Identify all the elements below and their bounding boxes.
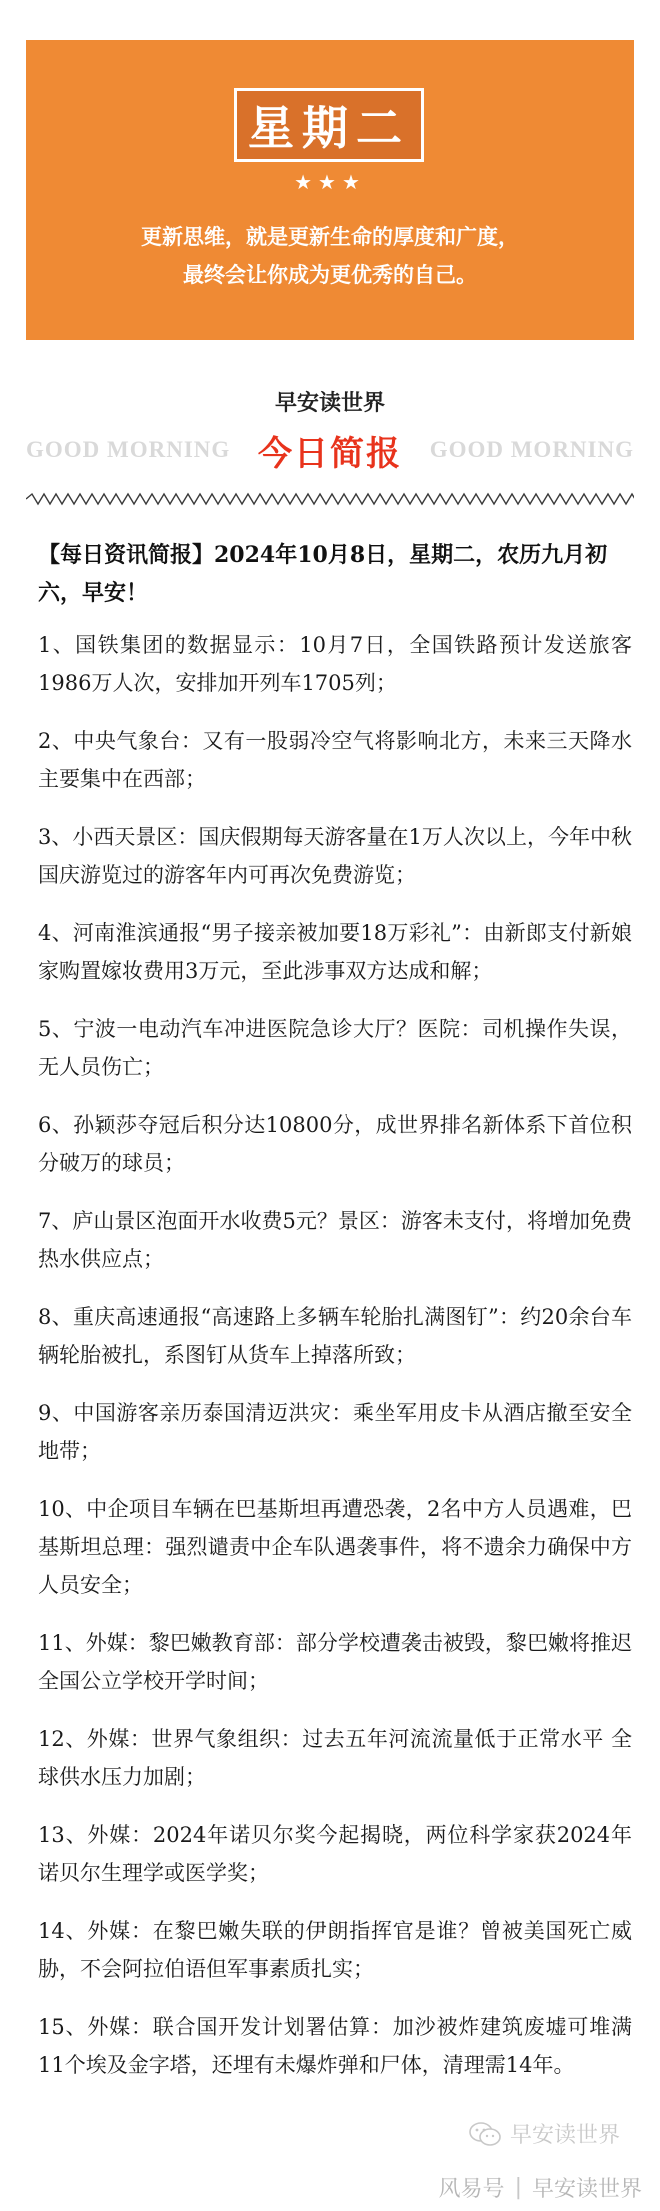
banner-quote (66, 218, 594, 294)
news-item: 15、外媒：联合国开发计划署估算：加沙被炸建筑废墟可堆满11个埃及金字塔，还埋有未爆炸弹和尸体，清理需14年。 (38, 2015, 632, 2077)
news-item: 2、中央气象台：又有一股弱冷空气将影响北方，未来三天降水主要集中在西部； (38, 729, 632, 791)
quote-line-2: 最终会让你成为更优秀的自己。 (183, 262, 477, 287)
watermark-text: 早安读世界 (509, 2123, 620, 2148)
news-item: 6、孙颖莎夺冠后积分达10800分，成世界排名新体系下首位积分破万的球员； (38, 1113, 632, 1175)
news-item: 7、庐山景区泡面开水收费5元？景区：游客未支付，将增加免费热水供应点； (38, 1209, 632, 1271)
good-morning-right: GOOD MORNING (429, 437, 634, 462)
page-title: 今日简报 (258, 433, 402, 474)
briefing-intro: 【每日资讯简报】2024年10月8日，星期二，农历九月初六，早安！ (38, 542, 608, 606)
day-box (234, 88, 424, 162)
day-label: 星期二 (248, 101, 410, 155)
brand-title: 早安读世界 (274, 391, 385, 416)
news-list (38, 626, 632, 2104)
wechat-watermark (468, 2118, 620, 2149)
news-item: 1、国铁集团的数据显示：10月7日，全国铁路预计发送旅客1986万人次，安排加开列车1705列； (38, 633, 632, 695)
news-item: 4、河南淮滨通报“男子接亲被加要18万彩礼”：由新郎支付新娘家购置嫁妆费用3万元，至此涉事双方达成和解； (38, 921, 632, 983)
news-item: 8、重庆高速通报“高速路上多辆车轮胎扎满图钉”：约20余台车辆轮胎被扎，系图钉从货车上掉落所致； (38, 1305, 632, 1367)
source-separator: | (514, 2175, 522, 2200)
stars-decoration: ★★★ (294, 170, 366, 194)
news-item: 9、中国游客亲历泰国清迈洪灾：乘坐军用皮卡从酒店撤至安全地带； (38, 1401, 632, 1463)
news-item: 3、小西天景区：国庆假期每天游客量在1万人次以上，今年中秋国庆游览过的游客年内可再次免费游览； (38, 825, 632, 887)
headline-row (26, 426, 634, 474)
source-watermark (439, 2172, 642, 2203)
news-item: 12、外媒：世界气象组织：过去五年河流流量低于正常水平 全球供水压力加剧； (38, 1727, 632, 1789)
quote-line-1: 更新思维，就是更新生命的厚度和广度， (141, 224, 519, 249)
wechat-icon (468, 2121, 502, 2147)
news-item: 10、中企项目车辆在巴基斯坦再遭恐袭，2名中方人员遇难，巴基斯坦总理：强烈谴责中企车队遇袭事件，将不遗余力确保中方人员安全； (38, 1497, 632, 1597)
source-label: 风易号 (438, 2177, 505, 2202)
news-item: 5、宁波一电动汽车冲进医院急诊大厅？医院：司机操作失误，无人员伤亡； (38, 1017, 632, 1079)
wavy-divider (26, 492, 634, 506)
good-morning-left: GOOD MORNING (26, 437, 231, 462)
news-item: 14、外媒：在黎巴嫩失联的伊朗指挥官是谁？曾被美国死亡威胁，不会阿拉伯语但军事素质扎实； (38, 1919, 632, 1981)
day-banner (26, 40, 634, 340)
news-item: 11、外媒：黎巴嫩教育部：部分学校遭袭击被毁，黎巴嫩将推迟全国公立学校开学时间； (38, 1631, 632, 1693)
news-item: 13、外媒：2024年诺贝尔奖今起揭晓，两位科学家获2024年诺贝尔生理学或医学奖； (38, 1823, 632, 1885)
source-name: 早安读世界 (531, 2177, 642, 2202)
